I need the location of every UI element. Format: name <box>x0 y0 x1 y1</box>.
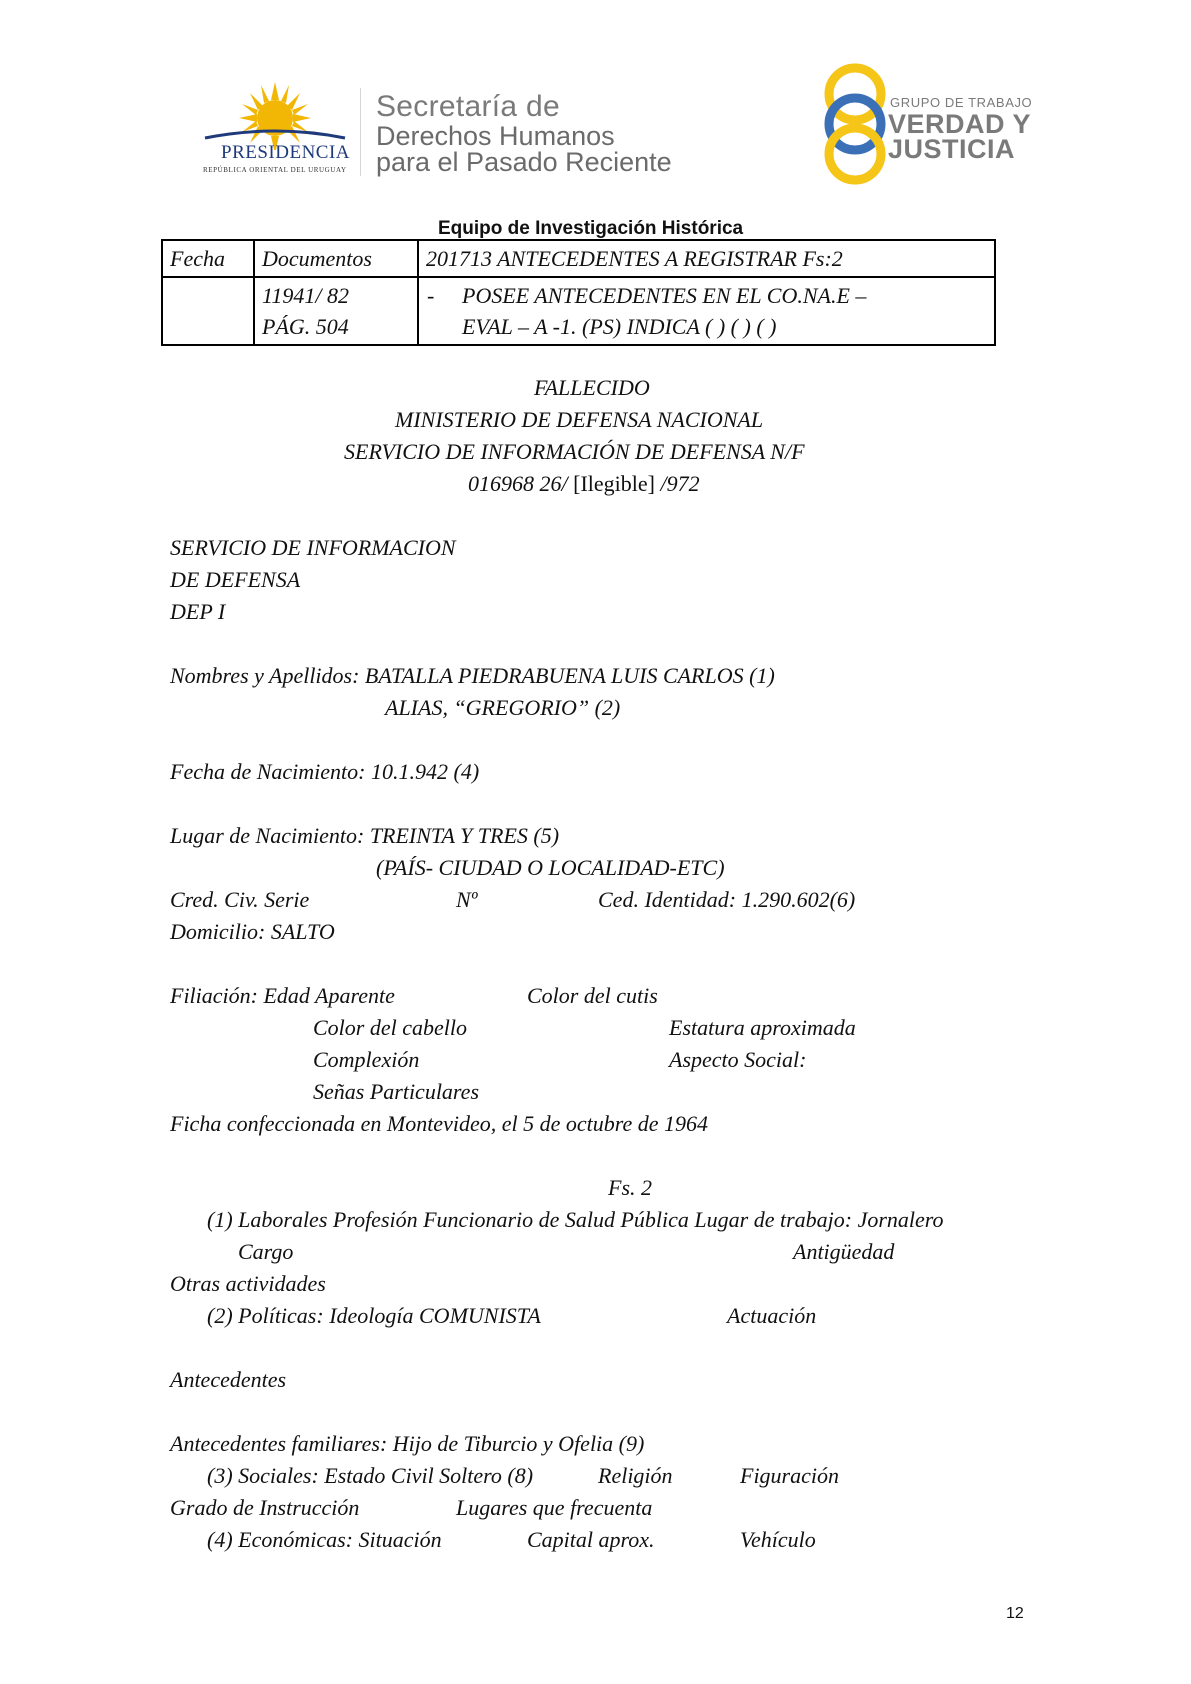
nombres-line: Nombres y Apellidos: BATALLA PIEDRABUENA LUIS CARLOS (1) <box>170 663 775 688</box>
documents-table <box>161 239 996 346</box>
table-header-row <box>162 240 995 277</box>
alias-line: ALIAS, “GREGORIO” (2) <box>385 695 621 720</box>
ministerio-line: MINISTERIO DE DEFENSA NACIONAL <box>395 407 764 432</box>
sociales-line: (3) Sociales: Estado Civil Soltero (8) <box>207 1463 534 1488</box>
antiguedad-label: Antigüedad <box>793 1239 895 1264</box>
fallecido-line: FALLECIDO <box>534 375 650 400</box>
lugares-frecuenta-label: Lugares que frecuenta <box>456 1495 653 1520</box>
antecedentes-familiares-line: Antecedentes familiares: Hijo de Tiburcio y Ofelia (9) <box>170 1431 645 1456</box>
grupo-line2: JUSTICIA <box>888 134 1016 164</box>
presidencia-wordmark: PRESIDENCIA <box>221 142 351 163</box>
laborales-line: (1) Laborales Profesión Funcionario de Salud Pública Lugar de trabajo: Jornalero <box>207 1207 944 1232</box>
actuacion-label: Actuación <box>727 1303 817 1328</box>
politicas-line: (2) Políticas: Ideología COMUNISTA <box>207 1303 541 1328</box>
presidencia-subtitle: REPÚBLICA ORIENTAL DEL URUGUAY <box>203 166 347 174</box>
antecedentes-line2: EVAL – A -1. (PS) INDICA ( ) ( ) ( ) <box>462 314 777 339</box>
vehiculo-label: Vehículo <box>740 1527 816 1552</box>
linked-rings-icon <box>812 62 898 187</box>
presidencia-logo <box>195 80 355 180</box>
otras-actividades-label: Otras actividades <box>170 1271 326 1296</box>
doc-page: PÁG. 504 <box>262 314 349 339</box>
capital-label: Capital aprox. <box>527 1527 655 1552</box>
table-row <box>162 277 995 345</box>
fecha-nacimiento-line: Fecha de Nacimiento: 10.1.942 (4) <box>170 759 480 784</box>
grado-instruccion-label: Grado de Instrucción <box>170 1495 360 1520</box>
secretaria-line2: Derechos Humanos <box>376 121 615 151</box>
numero-label: Nº <box>456 887 478 912</box>
servicio-line3: DEP I <box>170 599 226 624</box>
reference-year: /972 <box>660 471 700 496</box>
grupo-small-label: GRUPO DE TRABAJO <box>890 95 1033 110</box>
cred-civ-label: Cred. Civ. Serie <box>170 887 310 912</box>
fecha-header: Fecha <box>162 240 254 277</box>
cedula-label: Ced. Identidad: 1.290.602(6) <box>598 887 856 912</box>
antecedentes-cell <box>418 277 995 345</box>
ficha-confeccionada-line: Ficha confeccionada en Montevideo, el 5 de octubre de 1964 <box>170 1111 709 1136</box>
color-cabello-label: Color del cabello <box>313 1015 467 1040</box>
sun-emblem-icon <box>195 80 355 150</box>
antecedentes-line1: POSEE ANTECEDENTES EN EL CO.NA.E – <box>462 283 867 308</box>
grupo-rings-logo <box>812 62 898 187</box>
secretaria-line3: para el Pasado Reciente <box>376 147 672 177</box>
complexion-label: Complexión <box>313 1047 420 1072</box>
economicas-line: (4) Económicas: Situación <box>207 1527 442 1552</box>
domicilio-line: Domicilio: SALTO <box>170 919 335 944</box>
fecha-cell <box>162 277 254 345</box>
servicio-line1: SERVICIO DE INFORMACION <box>170 535 456 560</box>
antecedentes-label: Antecedentes <box>170 1367 287 1392</box>
figuracion-label: Figuración <box>740 1463 839 1488</box>
doc-number: 11941/ 82 <box>262 283 349 308</box>
list-dash: - <box>427 283 435 308</box>
documentos-header: Documentos <box>254 240 418 277</box>
aspecto-social-label: Aspecto Social: <box>669 1047 807 1072</box>
secretaria-line1: Secretaría de <box>376 90 561 123</box>
servicio-line2: DE DEFENSA <box>170 567 301 592</box>
religion-label: Religión <box>598 1463 673 1488</box>
color-cutis-label: Color del cutis <box>527 983 658 1008</box>
estatura-label: Estatura aproximada <box>669 1015 856 1040</box>
fs2-title: Fs. 2 <box>608 1175 652 1200</box>
senas-label: Señas Particulares <box>313 1079 479 1104</box>
registro-header: 201713 ANTECEDENTES A REGISTRAR Fs:2 <box>418 240 995 277</box>
documentos-cell <box>254 277 418 345</box>
reference-number: 016968 26/ <box>468 471 568 496</box>
reference-line <box>468 471 700 497</box>
pais-line: (PAÍS- CIUDAD O LOCALIDAD-ETC) <box>376 855 725 880</box>
logo-divider <box>360 88 361 176</box>
filiacion-label: Filiación: Edad Aparente <box>170 983 395 1008</box>
servicio-info-line: SERVICIO DE INFORMACIÓN DE DEFENSA N/F <box>344 439 805 464</box>
grupo-line1: VERDAD Y <box>888 109 1032 139</box>
cargo-label: Cargo <box>238 1239 294 1264</box>
page-number: 12 <box>1006 1605 1024 1622</box>
lugar-nacimiento-line: Lugar de Nacimiento: TREINTA Y TRES (5) <box>170 823 560 848</box>
equipo-title: Equipo de Investigación Histórica <box>438 218 744 239</box>
illegible-note: [Ilegible] <box>567 471 661 496</box>
